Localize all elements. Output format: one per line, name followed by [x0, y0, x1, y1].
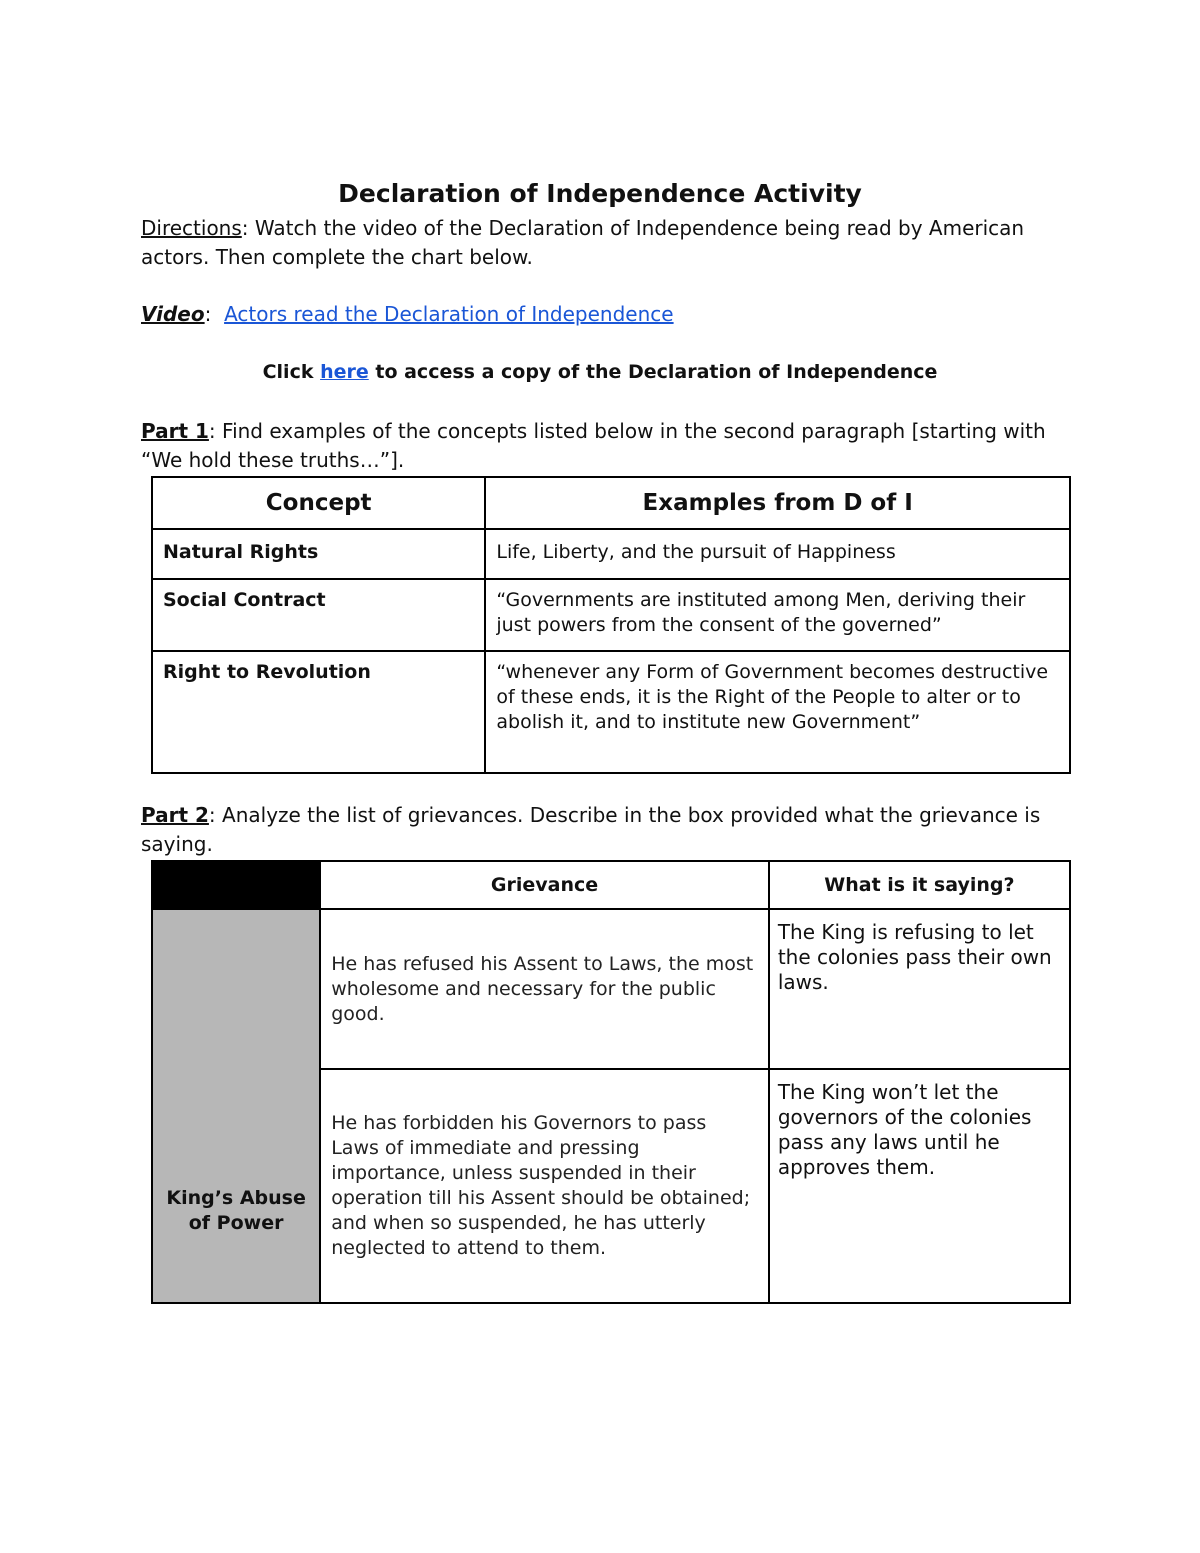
grievance-header: Grievance: [320, 861, 769, 909]
grievance-cell: He has refused his Assent to Laws, the most wholesome and necessary for the public good.: [320, 909, 769, 1069]
video-line: [141, 300, 1071, 329]
video-label: Video: [141, 302, 205, 326]
concept-cell: Social Contract: [152, 579, 485, 651]
table-row: [152, 909, 1070, 1069]
directions-label: Directions: [141, 216, 242, 240]
example-cell[interactable]: “whenever any Form of Government becomes destructive of these ends, it is the Right of the People to alter or to abolish it, and to institute new Government”: [485, 651, 1070, 773]
directions-text: : Watch the video of the Declaration of Independence being read by American actors. Then complete the chart below.: [141, 216, 1025, 269]
part1-text: : Find examples of the concepts listed below in the second paragraph [starting with “We hold these truths…”].: [141, 419, 1046, 472]
concept-header: Concept: [152, 477, 485, 529]
click-before: Click: [262, 361, 321, 383]
example-cell[interactable]: “Governments are instituted among Men, deriving their just powers from the consent of the governed”: [485, 579, 1070, 651]
table-row: [152, 651, 1070, 773]
part1-paragraph: [141, 417, 1071, 475]
concept-cell: Natural Rights: [152, 529, 485, 579]
part1-label: Part 1: [141, 419, 209, 443]
corner-cell: [152, 861, 320, 909]
saying-cell[interactable]: The King is refusing to let the colonies pass their own laws.: [769, 909, 1070, 1069]
click-after: to access a copy of the Declaration of Independence: [368, 361, 938, 383]
category-cell: King’s Abuse of Power: [152, 909, 320, 1303]
click-line: [0, 358, 1200, 387]
video-sep: :: [204, 302, 212, 326]
part2-paragraph: [141, 801, 1071, 859]
concept-cell: Right to Revolution: [152, 651, 485, 773]
grievance-cell: He has forbidden his Governors to pass Laws of immediate and pressing importance, unless suspended in their operation till his Assent should be obtained; and when so suspended, he has utterly neglected to attend to them.: [320, 1069, 769, 1303]
part2-label: Part 2: [141, 803, 209, 827]
example-cell[interactable]: Life, Liberty, and the pursuit of Happiness: [485, 529, 1070, 579]
saying-cell[interactable]: The King won’t let the governors of the colonies pass any laws until he approves them.: [769, 1069, 1070, 1303]
part2-text: : Analyze the list of grievances. Describe in the box provided what the grievance is saying.: [141, 803, 1041, 856]
grievances-table: [151, 860, 1071, 1304]
concepts-table: [151, 476, 1071, 774]
video-link[interactable]: Actors read the Declaration of Independence: [224, 302, 674, 326]
table-row: [152, 579, 1070, 651]
concepts-header-row: [152, 477, 1070, 529]
saying-header: What is it saying?: [769, 861, 1070, 909]
page-title: Declaration of Independence Activity: [338, 179, 862, 208]
examples-header: Examples from D of I: [485, 477, 1070, 529]
directions-paragraph: [141, 214, 1071, 272]
table-row: [152, 529, 1070, 579]
grievances-header-row: [152, 861, 1070, 909]
declaration-copy-link[interactable]: here: [320, 361, 369, 383]
